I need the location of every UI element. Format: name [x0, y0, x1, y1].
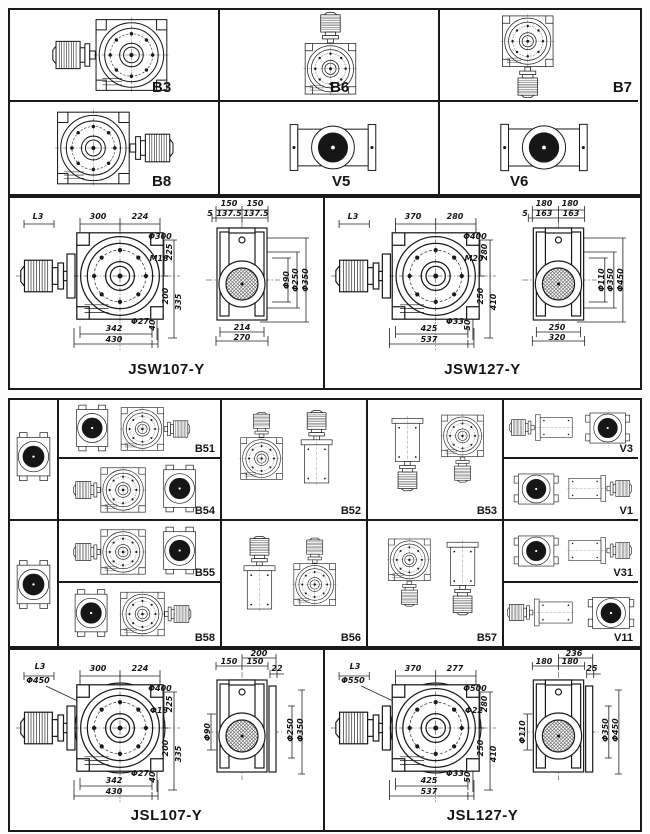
mounting-grid-top	[8, 8, 642, 196]
dim-top-right: 224	[131, 212, 149, 221]
dim-base-outer: 430	[105, 787, 123, 796]
gearbox-motor-right-art	[10, 102, 218, 194]
gearbox-motor-bottom-art	[440, 10, 638, 100]
dim-side-u1: 163	[535, 209, 553, 218]
dim-side-plate: 22	[271, 664, 283, 673]
gearbox-motor-top-art	[220, 10, 438, 100]
dim-side-t2: 150	[246, 657, 264, 666]
dim-top-left: 300	[89, 212, 107, 221]
dim-h2: 250	[476, 287, 485, 305]
mount-cell-b8	[10, 102, 220, 194]
dim-hole-dia: Φ27	[131, 317, 149, 326]
mount-label: B56	[340, 632, 361, 644]
dim-side-d3: Φ350	[296, 718, 305, 742]
dim-side-d3: Φ350	[301, 268, 310, 292]
dim-h1: 280	[480, 695, 489, 713]
dim-side-t1: 150	[220, 199, 238, 208]
dim-side-b1: 250	[548, 323, 566, 332]
dim-thread: M20	[464, 254, 484, 263]
mount-cell-b3	[10, 10, 220, 102]
mount-cell-v6	[440, 102, 638, 194]
dim-side-d1: Φ110	[597, 268, 606, 292]
mount-art	[368, 521, 502, 646]
dim-l3: L3	[32, 212, 44, 221]
mount-label: V3	[619, 443, 633, 455]
dim-side-t1: 180	[535, 199, 553, 208]
mount-label: V6	[510, 173, 529, 190]
mount-cell-b7	[440, 10, 638, 102]
dim-top-left: 300	[89, 664, 107, 673]
mount-label: B55	[194, 567, 215, 579]
dim-base-outer: 537	[420, 335, 438, 344]
dim-hole-dia: Φ33	[446, 769, 464, 778]
dim-h1: 225	[165, 243, 174, 261]
dim-flange-dia: Φ400	[148, 684, 172, 693]
mount-cell-b55	[59, 521, 222, 583]
mount-label: B53	[476, 505, 497, 517]
drawing-title: JSW127-Y	[444, 361, 521, 378]
dim-base-outer: 430	[105, 335, 123, 344]
dim-l3: L3	[349, 662, 361, 671]
dim-h3: 335	[174, 745, 183, 763]
dim-h1: 225	[165, 695, 174, 713]
mount-label: V1	[619, 505, 633, 517]
dim-h2: 200	[161, 739, 170, 757]
dim-side-d3: Φ450	[616, 268, 625, 292]
dim-side-b2: 270	[233, 333, 251, 342]
dim-h4: 50	[463, 319, 472, 331]
mount-cell-b51	[59, 400, 222, 459]
dim-side-t1: 180	[535, 657, 553, 666]
drawing-panel-jsw127	[323, 196, 642, 390]
mount-cell-v3	[504, 400, 638, 459]
dim-h3: 410	[489, 293, 498, 311]
dim-side-s: 5	[522, 209, 528, 218]
dim-l3: L3	[347, 212, 359, 221]
dim-side-b2: 320	[548, 333, 566, 342]
mount-art	[222, 521, 366, 646]
mount-art	[504, 459, 638, 519]
mount-label: B58	[194, 632, 215, 644]
dim-side-t0: 200	[250, 649, 268, 658]
gearbox-axial-art	[10, 521, 57, 646]
dim-h4: 40	[148, 319, 157, 331]
dim-thread: Φ18	[150, 706, 168, 715]
dim-h4: 40	[148, 771, 157, 783]
dim-side-u2: 137.5	[243, 209, 269, 218]
dim-flange-dia: Φ500	[463, 684, 487, 693]
mount-label: B8	[152, 173, 172, 190]
dim-side-t2: 180	[561, 199, 579, 208]
dim-top-right: 224	[131, 664, 149, 673]
drawing-panel-jsl107	[8, 648, 325, 832]
dim-h4: 50	[463, 771, 472, 783]
mount-label: B3	[152, 79, 172, 96]
mount-cell-left-top	[10, 400, 59, 521]
dim-thread: M18	[149, 254, 169, 263]
dim-h1: 280	[480, 243, 489, 261]
mount-cell-b52	[222, 400, 368, 521]
dim-side-t1: 150	[220, 657, 238, 666]
dim-side-t2: 180	[561, 657, 579, 666]
dim-hole-dia: Φ27	[131, 769, 149, 778]
gearbox-axial-art	[10, 400, 57, 519]
dim-h2: 200	[161, 287, 170, 305]
mount-cell-v31	[504, 521, 638, 583]
mount-cell-v1	[504, 459, 638, 521]
dim-side-b1: 214	[233, 323, 251, 332]
dim-side-d2: Φ350	[601, 718, 610, 742]
dim-side-d1: Φ90	[282, 271, 291, 289]
mount-label: B7	[612, 79, 632, 96]
drawing-panel-jsl127	[323, 648, 642, 832]
dim-side-d2: Φ250	[291, 268, 300, 292]
dim-top-right: 277	[446, 664, 464, 673]
dim-side-t0: 236	[565, 649, 583, 658]
mount-art	[504, 400, 638, 457]
drawing-panel-jsw107	[8, 196, 325, 390]
gearbox-axial-art	[440, 102, 638, 194]
dim-base-inner: 342	[105, 324, 123, 333]
dim-side-u1: 137.5	[216, 209, 242, 218]
mount-label: V11	[614, 632, 633, 644]
gearbox-motor-left-art	[10, 10, 218, 100]
dim-base-outer: 537	[420, 787, 438, 796]
dim-flange-dia: Φ400	[463, 232, 487, 241]
dim-flange-dia: Φ300	[148, 232, 172, 241]
mount-cell-b58	[59, 583, 222, 646]
dim-ring-dia: Φ550	[341, 676, 365, 685]
dim-hole-dia: Φ33	[446, 317, 464, 326]
dim-side-d3: Φ450	[611, 718, 620, 742]
gearbox-axial-art	[220, 102, 438, 194]
dim-top-left: 370	[404, 664, 422, 673]
dim-base-inner: 342	[105, 776, 123, 785]
mount-label: B52	[340, 505, 361, 517]
dim-top-right: 280	[446, 212, 464, 221]
dim-side-t2: 150	[246, 199, 264, 208]
drawing-title: JSL127-Y	[446, 807, 519, 824]
dim-base-inner: 425	[420, 776, 438, 785]
mounting-grid-mid	[8, 398, 642, 648]
mount-art	[368, 400, 502, 519]
mount-cell-b53	[368, 400, 504, 521]
dim-top-left: 370	[404, 212, 422, 221]
mount-label: V5	[332, 173, 351, 190]
drawing-title: JSL107-Y	[130, 807, 203, 824]
dim-l3: L3	[34, 662, 46, 671]
dim-side-d2: Φ250	[286, 718, 295, 742]
drawing-title: JSW107-Y	[128, 361, 205, 378]
dim-h3: 410	[489, 745, 498, 763]
mount-label: B57	[476, 632, 497, 644]
mount-cell-b54	[59, 459, 222, 521]
dim-side-d2: Φ350	[606, 268, 615, 292]
mount-cell-v11	[504, 583, 638, 646]
dim-side-dl: Φ90	[203, 723, 212, 741]
mount-cell-b6	[220, 10, 440, 102]
dim-base-inner: 425	[420, 324, 438, 333]
dim-side-plate: 25	[586, 664, 598, 673]
mount-label: B51	[194, 443, 215, 455]
dim-side-s: 5	[207, 209, 213, 218]
mount-cell-b57	[368, 521, 504, 646]
mount-label: B6	[330, 79, 350, 96]
dim-thread: Φ22	[465, 706, 483, 715]
mount-cell-b56	[222, 521, 368, 646]
dim-ring-dia: Φ450	[26, 676, 50, 685]
mount-label: B54	[194, 505, 215, 517]
dim-h3: 335	[174, 293, 183, 311]
mount-label: V31	[613, 567, 633, 579]
mount-cell-left-bottom	[10, 521, 59, 646]
dim-side-u2: 163	[562, 209, 580, 218]
dim-h2: 250	[476, 739, 485, 757]
mount-cell-v5	[220, 102, 440, 194]
dim-side-dl: Φ110	[518, 720, 527, 744]
mount-art	[222, 400, 366, 519]
